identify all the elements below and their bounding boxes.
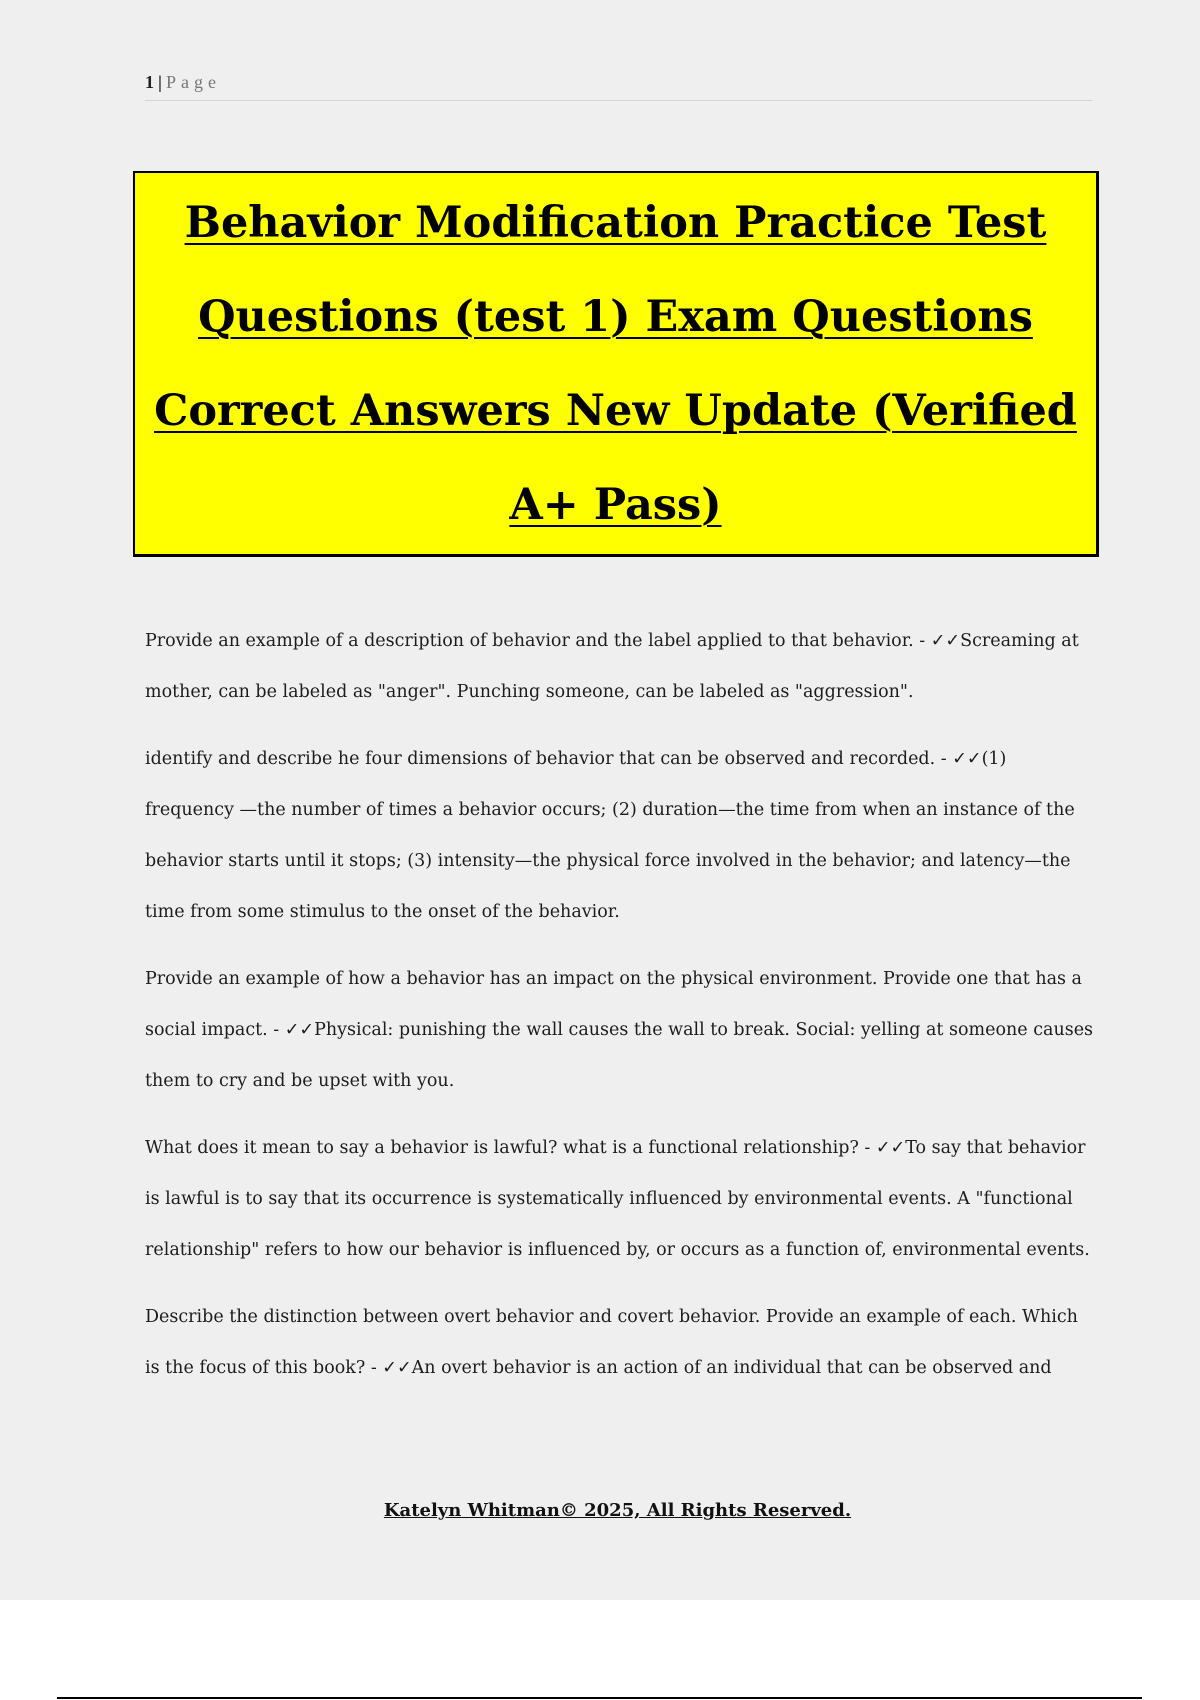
- qa-item: Provide an example of how a behavior has an impact on the physical environment. Provide one that has a social impact. - ✓✓Physical: punishing the wall causes the wall to break. Social: yelling at someone causes them to cry and be upset with you.: [145, 969, 1094, 1091]
- title-banner: [133, 171, 1099, 557]
- page-separator: |: [158, 72, 162, 92]
- page-word: Page: [165, 72, 221, 92]
- page-header: [145, 72, 1092, 101]
- bottom-divider: [57, 1697, 1142, 1699]
- qa-list: [145, 616, 1095, 1410]
- qa-item: What does it mean to say a behavior is lawful? what is a functional relationship? - ✓✓To say that behavior is lawful is to say that its occurrence is systematically influenced by environmental events. A "functional relationship" refers to how our behavior is influenced by, or occurs as a function of, environmental events.: [145, 1138, 1090, 1260]
- document-title: Behavior Modification Practice Test Questions (test 1) Exam Questions Correct Answers New Update (Verified A+ Pass): [154, 197, 1077, 530]
- copyright-footer: Katelyn Whitman© 2025, All Rights Reserved.: [383, 1500, 852, 1521]
- qa-item: identify and describe he four dimensions of behavior that can be observed and recorded. - ✓✓(1) frequency —the number of times a behavior occurs; (2) duration—the time from when an instance of the behavior starts until it stops; (3) intensity—the physical force involved in the behavior; and latency—the time from some stimulus to the onset of the behavior.: [145, 749, 1075, 922]
- qa-item: Describe the distinction between overt behavior and covert behavior. Provide an example of each. Which is the focus of this book? - ✓✓An overt behavior is an action of an individual that can be observed and: [145, 1307, 1078, 1378]
- page-number: 1: [145, 72, 154, 92]
- qa-item: Provide an example of a description of behavior and the label applied to that behavior. - ✓✓Screaming at mother, can be labeled as "anger". Punching someone, can be labeled as "aggression".: [145, 631, 1079, 702]
